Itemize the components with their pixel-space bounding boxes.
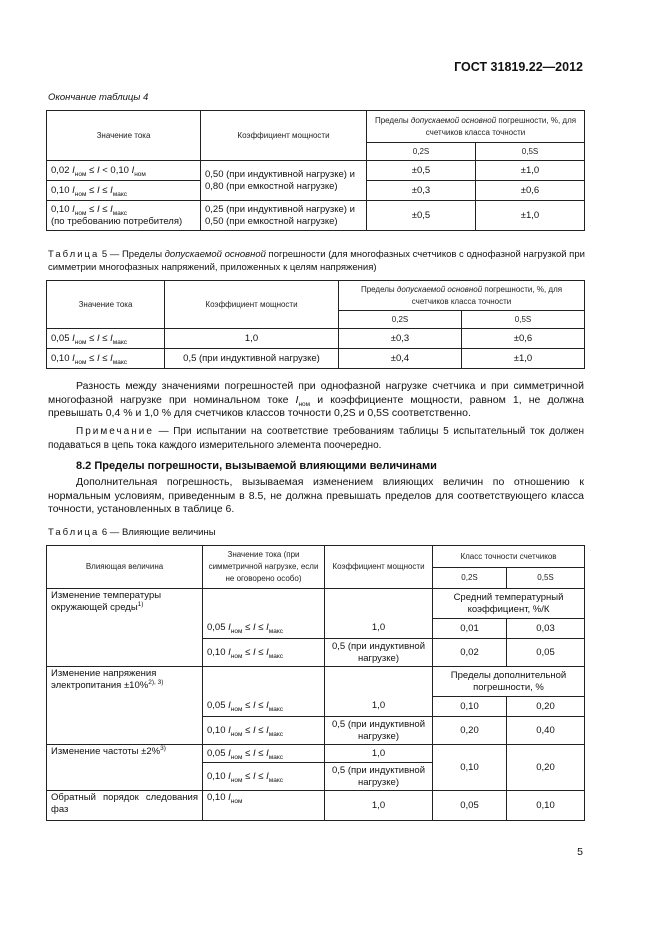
t6-freq-02s: 0,10 <box>433 745 507 791</box>
t4-r1-05s: ±1,0 <box>476 161 585 181</box>
t6-temp-current-1: 0,05 $I_{ном} \le I \le I_{макс}$ <box>203 619 325 639</box>
t6-voltage-label: Изменение напряжения электропитания ±10%$^{2), 3)}$ <box>47 667 203 745</box>
t6-temp-blank-pf <box>325 589 433 619</box>
t6-volt-pf-2: 0,5 (при индуктивной нагрузке) <box>325 717 433 745</box>
t5-row1-current: 0,05 $I_{ном} \le I \le I_{макс}$ <box>47 329 165 349</box>
t4-row1-current: 0,02 $I_{ном} \le I < 0,10$ $I_{ном}$ <box>47 161 201 181</box>
t4-r2-05s: ±0,6 <box>476 181 585 201</box>
t5-header-05s: 0,5S <box>462 311 585 329</box>
table-6 <box>46 545 585 821</box>
t6-volt-blank-current <box>203 667 325 697</box>
t6-temp-2-05s: 0,05 <box>507 639 585 667</box>
table-5-caption: Таблица 5 — Пределы допускаемой основной погрешности (для многофазных счетчиков с однофазной нагрузкой при симметрии многофазных напряжений, приложенных к целям напряжения) <box>48 249 585 273</box>
t6-volt-limits-title: Пределы дополнительной погрешности, % <box>433 667 585 697</box>
t5-r2-02s: ±0,4 <box>339 349 462 369</box>
t6-volt-current-2: 0,10 $I_{ном} \le I \le I_{макс}$ <box>203 717 325 745</box>
t6-temp-blank-current <box>203 589 325 619</box>
paragraph-additional-error: Дополнительная погрешность, вызываемая изменением влияющих величин по отношению к нормальным условиям, приведенным в 8.5, не должна превышать пределов для соответствующего класса точности, установленных в таблице 6. <box>48 476 584 515</box>
t4-r1-02s: ±0,5 <box>367 161 476 181</box>
t4-r3-05s: ±1,0 <box>476 201 585 231</box>
section-heading: 8.2 Пределы погрешности, вызываемой влияющими величинами <box>76 460 437 472</box>
page-number: 5 <box>577 846 583 858</box>
t6-freq-05s: 0,20 <box>507 745 585 791</box>
t5-row2-current: 0,10 $I_{ном} \le I \le I_{макс}$ <box>47 349 165 369</box>
t5-row2-pf: 0,5 (при индуктивной нагрузке) <box>165 349 339 369</box>
t6-volt-blank-pf <box>325 667 433 697</box>
t6-freq-current-1: 0,05 $I_{ном} \le I \le I_{макс}$ <box>203 745 325 763</box>
table-4 <box>46 110 585 231</box>
document-header: ГОСТ 31819.22—2012 <box>454 60 583 74</box>
t6-temp-1-05s: 0,03 <box>507 619 585 639</box>
t4-pf-rows-1-2: 0,50 (при индуктивной нагрузке) и 0,80 (при емкостной нагрузке) <box>201 161 367 201</box>
t6-volt-2-05s: 0,40 <box>507 717 585 745</box>
t5-header-pf: Коэффициент мощности <box>165 281 339 329</box>
t4-header-pf: Коэффициент мощности <box>201 111 367 161</box>
t6-freq-current-2: 0,10 $I_{ном} \le I \le I_{макс}$ <box>203 763 325 791</box>
t4-row2-current: 0,10 $I_{ном} \le I \le I_{макс}$ <box>47 181 201 201</box>
t6-freq-pf-2: 0,5 (при индуктивной нагрузке) <box>325 763 433 791</box>
t6-temp-pf-2: 0,5 (при индуктивной нагрузке) <box>325 639 433 667</box>
t4-r3-02s: ±0,5 <box>367 201 476 231</box>
table-6-caption: Таблица 6 — Влияющие величины <box>48 527 216 538</box>
t6-temp-current-2: 0,10 $I_{ном} \le I \le I_{макс}$ <box>203 639 325 667</box>
t6-temp-1-02s: 0,01 <box>433 619 507 639</box>
t5-r1-02s: ±0,3 <box>339 329 462 349</box>
t6-header-current: Значение тока (при симметричной нагрузке, если не оговорено особо) <box>203 546 325 589</box>
t6-volt-current-1: 0,05 $I_{ном} \le I \le I_{макс}$ <box>203 697 325 717</box>
t6-header-pf: Коэффициент мощности <box>325 546 433 589</box>
t4-row3-current: 0,10 $I_{ном} \le I \le I_{макс}$ (по требованию потребителя) <box>47 201 201 231</box>
t6-volt-2-02s: 0,20 <box>433 717 507 745</box>
t6-volt-1-05s: 0,20 <box>507 697 585 717</box>
t5-r2-05s: ±1,0 <box>462 349 585 369</box>
t6-temp-coef-title: Средний температурный коэффициент, %/К <box>433 589 585 619</box>
t6-header-quantity: Влияющая величина <box>47 546 203 589</box>
t6-phase-02s: 0,05 <box>433 791 507 821</box>
t6-phase-label: Обратный порядок следования фаз <box>47 791 203 821</box>
t4-header-current: Значение тока <box>47 111 201 161</box>
paragraph-difference: Разность между значениями погрешностей при однофазной нагрузке счетчика и при симметричной многофазной нагрузке при номинальном токе $I_{ном}$ и коэффициенте мощности, равном 1, не должна превышать 0,4 % и 1,0 % для счетчиков классов точности 0,2S и 0,5S соответственно. <box>48 380 584 419</box>
t6-header-05s: 0,5S <box>507 568 585 589</box>
t6-phase-pf: 1,0 <box>325 791 433 821</box>
t5-header-02s: 0,2S <box>339 311 462 329</box>
t6-temp-2-02s: 0,02 <box>433 639 507 667</box>
t5-row1-pf: 1,0 <box>165 329 339 349</box>
t4-header-02s: 0,2S <box>367 143 476 161</box>
t5-r1-05s: ±0,6 <box>462 329 585 349</box>
t4-header-limits: Пределы допускаемой основной погрешности, %, для счетчиков класса точности <box>367 111 585 143</box>
t4-pf-row3: 0,25 (при индуктивной нагрузке) и 0,50 (при емкостной нагрузке) <box>201 201 367 231</box>
t6-volt-1-02s: 0,10 <box>433 697 507 717</box>
t6-temp-label: Изменение температуры окружающей среды$^{1)}$ <box>47 589 203 667</box>
t4-r2-02s: ±0,3 <box>367 181 476 201</box>
t4-header-05s: 0,5S <box>476 143 585 161</box>
t6-phase-05s: 0,10 <box>507 791 585 821</box>
t6-header-02s: 0,2S <box>433 568 507 589</box>
t6-phase-current: 0,10 $I_{ном}$ <box>203 791 325 821</box>
table-5 <box>46 280 585 369</box>
t6-temp-pf-1: 1,0 <box>325 619 433 639</box>
t6-volt-pf-1: 1,0 <box>325 697 433 717</box>
t6-frequency-label: Изменение частоты ±2%$^{3)}$ <box>47 745 203 791</box>
t6-freq-pf-1: 1,0 <box>325 745 433 763</box>
t6-header-class: Класс точности счетчиков <box>433 546 585 568</box>
t5-header-limits: Пределы допускаемой основной погрешности, %, для счетчиков класса точности <box>339 281 585 311</box>
note-text: Примечание — При испытании на соответствие требованиям таблицы 5 испытательный ток должен подаваться в цепь тока каждого измерительного элемента поочередно. <box>48 426 584 451</box>
table-continuation-label: Окончание таблицы 4 <box>48 92 149 103</box>
t5-header-current: Значение тока <box>47 281 165 329</box>
